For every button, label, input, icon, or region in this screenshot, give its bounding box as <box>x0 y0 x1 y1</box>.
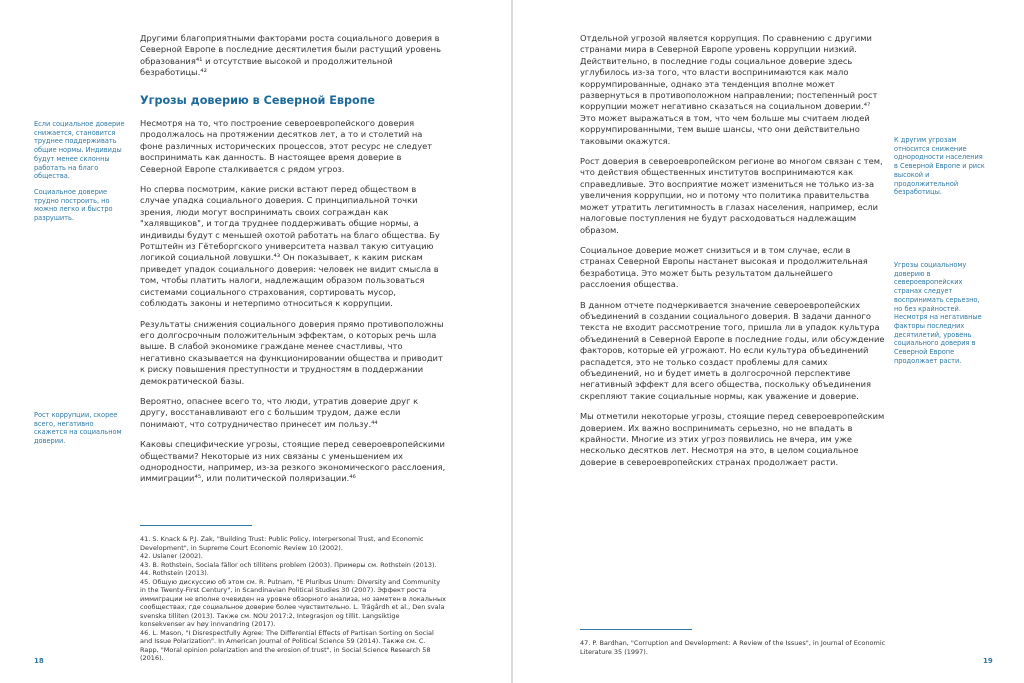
footnote: 43. B. Rothstein, Sociala fällor och tillitens problem (2003). Примеры см. Rothstein (2013). <box>140 560 437 569</box>
footnote-rule <box>580 629 692 630</box>
right-footnotes <box>580 639 886 656</box>
paragraph: Социальное доверие может снизиться и в том случае, если в странах Северной Европы настанет высокая и продолжительная безработица. Это может быть результатом дальнейшего расслоения общества. <box>580 244 868 290</box>
right-sidenote-top <box>894 136 986 204</box>
sidenote: Социальное доверие трудно построить, но можно легко и быстро разрушить. <box>34 187 113 223</box>
intro-paragraph <box>140 33 446 88</box>
paragraph: Вероятно, опаснее всего то, что люди, утратив доверие друг к другу, восстанавливают его с большим трудом, даже если понимают, что сотрудничество принесет им пользу.⁴⁴ <box>140 395 419 429</box>
left-body <box>140 118 446 494</box>
intro-text: Другими благоприятными факторами роста социального доверия в Северной Европе в последние десятилетия были растущий уровень образования⁴¹ и отсутствие высокой и продолжительной безработицы.⁴² <box>140 33 441 78</box>
footnote: 45. Общую дискуссию об этом см. R. Putnam, "E Pluribus Unum: Diversity and Community in the Twenty-First Century", in Scandinavian Political Studies 30 (2007). Эффект роста иммиграции не вполне очевиден на уровне обзорного анализа, но заметен в локальных сообществах, где социальное доверие более чувствительно. L. Trägårdh et al., Den svala svenska tilliten (2013). Также см. NOU 2017:2, Integrasjon og tillit. Langsiktige konsekvenser av høy innvandring (2017). <box>140 577 446 628</box>
left-page <box>0 0 511 683</box>
paragraph: Рост доверия в североевропейском регионе во многом связан с тем, что действия общественных институтов воспринимаются как справедливые. Это восприятие может измениться не только из-за увеличения коррупции, но и потому что политика правительства может утратить легитимность в глазах населения, например, если налоговые поступления не будут расходоваться надлежащим образом. <box>580 156 883 235</box>
right-page <box>513 0 1024 683</box>
left-sidenote-bottom <box>34 411 126 453</box>
footnote-rule <box>140 525 252 526</box>
sidenote: Угрозы социальному доверию в североевропейских странах следует воспринимать серьезно, но без крайностей. Несмотря на негативные факторы последних десятилетий, уровень социального доверия в Северной Европе продолжает расти. <box>894 261 982 365</box>
page-number: 19 <box>983 657 993 665</box>
footnote: 42. Uslaner (2002). <box>140 552 203 560</box>
section-heading: Угрозы доверию в Северной Европе <box>140 94 376 107</box>
footnote: 41. S. Knack & P.J. Zak, "Building Trust: Public Policy, Interpersonal Trust, and Economic Development", in Supreme Court Economic Review 10 (2002). <box>140 535 424 552</box>
left-sidenotes-top <box>34 120 126 230</box>
paragraph: Каковы специфические угрозы, стоящие перед североевропейскими обществами? Некоторые из них связаны с уменьшением их однородности, например, из-за резкого экономического расслоения, иммиграции⁴⁵, или политической поляризации.⁴⁶ <box>140 439 446 484</box>
paragraph: Результаты снижения социального доверия прямо противоположны его долгосрочным положительным эффектам, о которых речь шла выше. В слабой экономике граждане менее счастливы, что негативно сказывается на функционировании общества и приводит к риску повышения преступности и трудностям в поддержании демократической базы. <box>140 318 444 386</box>
paragraph: В данном отчете подчеркивается значение североевропейских объединений в создании социального доверия. В задачи данного текста не входит рассмотрение того, пришла ли в упадок культура объединений в Северной Европе в последние годы, или обсуждение факторов, которые ей угрожают. Но если культура объединений распадется, это не только создаст проблемы для самих объединений, но и будет иметь в долгосрочной перспективе негативный эффект для всего общества, поскольку объединения скрепляют такие социальные нормы, как уважение и доверие. <box>580 299 885 401</box>
sidenote: К другим угрозам относится снижение однородности населения в Северной Европе и риск высокой и продолжительной безработицы. <box>894 136 985 197</box>
footnote: 46. L. Mason, "I Disrespectfully Agree: The Differential Effects of Partisan Sorting on Social and Issue Polarization". In American Journal of Political Science 59 (2014). Также см. C. Rapp, "Moral opinion polarization and the erosion of trust", in Social Science Research 58 (2016). <box>140 628 434 662</box>
right-body <box>580 33 886 477</box>
paragraph: Но сперва посмотрим, какие риски встают перед обществом в случае упадка социального доверия. С принципиальной точки зрения, люди могут воспринимать своих сограждан как "халявщиков", и тогда труднее поддерживать общие нормы, а индивиды будут с меньшей охотой работать на благо общества. Бу Ротштейн из Гётеборгского университета назвал такую ситуацию логикой социальной ловушки.⁴³ Он показывает, к каким рискам приведет упадок социального доверия: человек не видит смысла в том, чтобы платить налоги, надлежащим образом пользоваться системами социального страхования, сортировать мусор, соблюдать законы и нетерпимо относиться к коррупции. <box>140 184 440 309</box>
left-footnotes <box>140 535 446 663</box>
paragraph: Несмотря на то, что построение североевропейского доверия продолжалось на протяжении десятков лет, а то и столетий на фоне различных исторических процессов, этот ресурс не следует воспринимать как данность. В настоящее время доверие в Северной Европе сталкивается с рядом угроз. <box>140 118 433 174</box>
sidenote: Если социальное доверие снижается, становится труднее поддерживать общие нормы. Индивиды будут менее склонны работать на благо общества. <box>34 120 125 181</box>
page-number: 18 <box>34 657 44 665</box>
paragraph: Мы отметили некоторые угрозы, стоящие перед североевропейским доверием. Их важно воспринимать серьезно, но не впадать в крайности. Многие из этих угроз появились не вчера, им уже несколько десятков лет. Несмотря на это, в целом социальное доверие в североевропейских странах продолжает расти. <box>580 411 885 467</box>
right-sidenote-bottom <box>894 261 986 372</box>
paragraph: Отдельной угрозой является коррупция. По сравнению с другими странами мира в Северной Европе уровень коррупции низкий. Действительно, в последние годы социальное доверие здесь углубилось из-за того, что власти воспринимаются как мало коррумпированные, однако эта тенденция вполне может развернуться в противоположном направлении; постепенный рост коррупции может негативно сказаться на социальном доверии.⁴⁷ Это может выражаться в том, что чем больше мы считаем людей коррумпированными, тем выше шансы, что они действительно таковыми окажутся. <box>580 33 878 146</box>
footnote: 44. Rothstein (2013). <box>140 569 209 577</box>
sidenote: Рост коррупции, скорее всего, негативно скажется на социальном доверии. <box>34 411 122 446</box>
footnote: 47. P. Bardhan, "Corruption and Development: A Review of the Issues", in Journal of Economic Literature 35 (1997). <box>580 639 886 656</box>
